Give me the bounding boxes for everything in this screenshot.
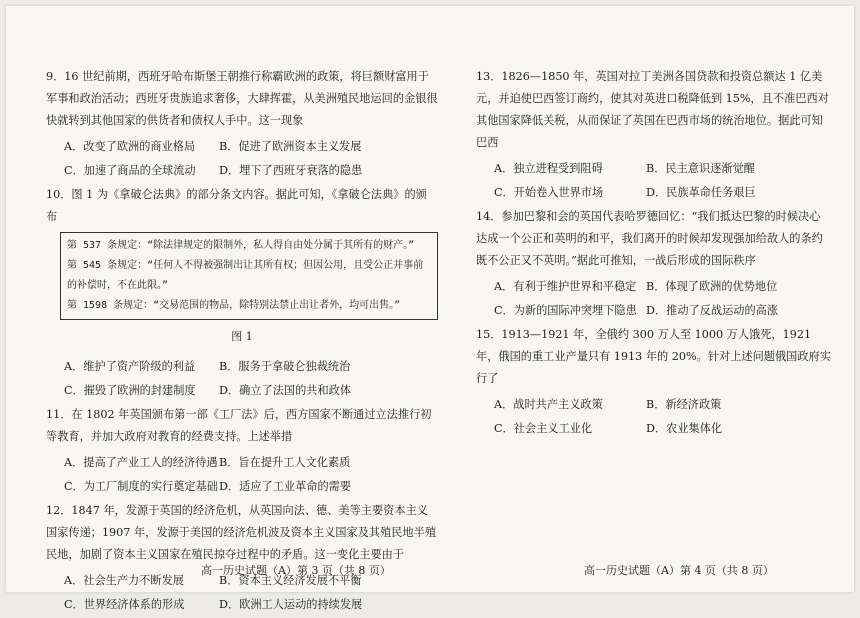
option-c: C．开始卷入世界市场: [494, 186, 604, 199]
law-article: 第 537 条规定：“除法律规定的限制外，私人得自由处分属于其所有的财产。”: [67, 240, 415, 251]
option-list: [494, 276, 831, 322]
option-d: D．推动了反战运动的高涨: [646, 304, 779, 317]
option-a: A．提高了产业工人的经济待遇: [64, 456, 218, 469]
option-c: C．社会主义工业化: [494, 422, 593, 435]
option-b: B．服务于拿破仑独裁统治: [219, 360, 351, 373]
law-excerpt-box: [60, 232, 438, 320]
option-d: D．适应了工业革命的需要: [219, 480, 352, 493]
right-page: [476, 66, 831, 442]
exam-sheet: [6, 6, 854, 611]
option-c: C．为新的国际冲突埋下隐患: [494, 304, 637, 317]
figure-label: 图 1: [231, 330, 253, 343]
law-article: 第 1598 条规定：“交易范围的物品，除特别法禁止出让者外，均可出售。”: [67, 300, 401, 311]
option-c: C．世界经济体系的形成: [64, 598, 185, 611]
option-a: A．独立进程受到阻碍: [494, 162, 603, 175]
option-list: [64, 356, 438, 402]
question-13: [476, 66, 831, 204]
option-b: B．民主意识逐渐觉醒: [646, 162, 755, 175]
option-c: C．为工厂制度的实行奠定基础: [64, 480, 218, 493]
option-a: A．战时共产主义政策: [494, 398, 603, 411]
question-12: [46, 500, 438, 616]
option-c: C．加速了商品的全球流动: [64, 164, 196, 177]
question-stem: 12．1847 年，发源于英国的经济危机，从英国向法、德、美等主要资本主义国家传递；1907 年，发源于美国的经济危机波及资本主义国家及其殖民地半殖民地，加剧了资本主义国家在殖民掠夺过程中的矛盾。这一变化主要由于: [46, 504, 437, 561]
option-list: [64, 136, 438, 182]
question-stem: 14．参加巴黎和会的英国代表哈罗德回忆：“我们抵达巴黎的时候决心达成一个公正和英明的和平，我们离开的时候却发现强加给敌人的条约既不公正又不英明。”据此可推知，一战后形成的国际秩序: [476, 210, 823, 267]
option-list: [494, 394, 831, 440]
question-stem: 13．1826—1850 年，英国对拉丁美洲各国贷款和投资总额达 1 亿美元，并迫使巴西签订商约，使其对英进口税降低到 15%，且不准巴西对其他国家降低关税，从而保证了英国在巴西市场的统治地位。据此可知巴西: [476, 70, 829, 149]
option-d: D．民族革命任务艰巨: [646, 186, 756, 199]
page-footer-right: 高一历史试题（A）第 4 页（共 8 页）: [584, 564, 774, 577]
option-d: D．埋下了西班牙衰落的隐患: [219, 164, 363, 177]
option-list: [64, 452, 438, 498]
option-b: B．旨在提升工人文化素质: [219, 456, 351, 469]
option-a: A．有利于维护世界和平稳定: [494, 280, 637, 293]
option-b: B．资本主义经济发展不平衡: [219, 574, 362, 587]
question-14: [476, 206, 831, 322]
question-11: [46, 404, 438, 498]
question-stem: 10．图 1 为《拿破仑法典》的部分条文内容。据此可知，《拿破仑法典》的颁布: [46, 188, 427, 223]
option-b: B．新经济政策: [646, 398, 722, 411]
law-article: 第 545 条规定：“任何人不得被强制出让其所有权；但因公用，且受公正并事前的补偿时，不在此限。”: [67, 260, 424, 291]
option-b: B．体现了欧洲的优势地位: [646, 280, 778, 293]
option-a: A．改变了欧洲的商业格局: [64, 140, 196, 153]
option-d: D．确立了法国的共和政体: [219, 384, 352, 397]
option-list: [494, 158, 831, 204]
page-footer-left: 高一历史试题（A）第 3 页（共 8 页）: [201, 564, 391, 577]
question-stem: 9．16 世纪前期，西班牙哈布斯堡王朝推行称霸欧洲的政策，将巨额财富用于军事和政治活动；西班牙贵族追求奢侈，大肆挥霍，从美洲殖民地运回的金银很快就转到其他国家的供货者和债权人手中。这一现象: [46, 70, 438, 127]
option-a: A．社会生产力不断发展: [64, 574, 184, 587]
option-d: D．农业集体化: [646, 422, 723, 435]
option-d: D．欧洲工人运动的持续发展: [219, 598, 363, 611]
question-15: [476, 324, 831, 440]
left-page: [46, 66, 438, 618]
option-a: A．维护了资产阶级的利益: [64, 360, 196, 373]
option-b: B．促进了欧洲资本主义发展: [219, 140, 362, 153]
option-c: C．摧毁了欧洲的封建制度: [64, 384, 196, 397]
question-10: [46, 184, 438, 402]
question-9: [46, 66, 438, 182]
question-stem: 11．在 1802 年英国颁布第一部《工厂法》后，西方国家不断通过立法推行初等教育，并加大政府对教育的经费支持。上述举措: [46, 408, 432, 443]
question-stem: 15．1913—1921 年，全俄约 300 万人至 1000 万人饿死，1921 年，俄国的重工业产量只有 1913 年的 20%。针对上述问题俄国政府实行了: [476, 328, 831, 385]
